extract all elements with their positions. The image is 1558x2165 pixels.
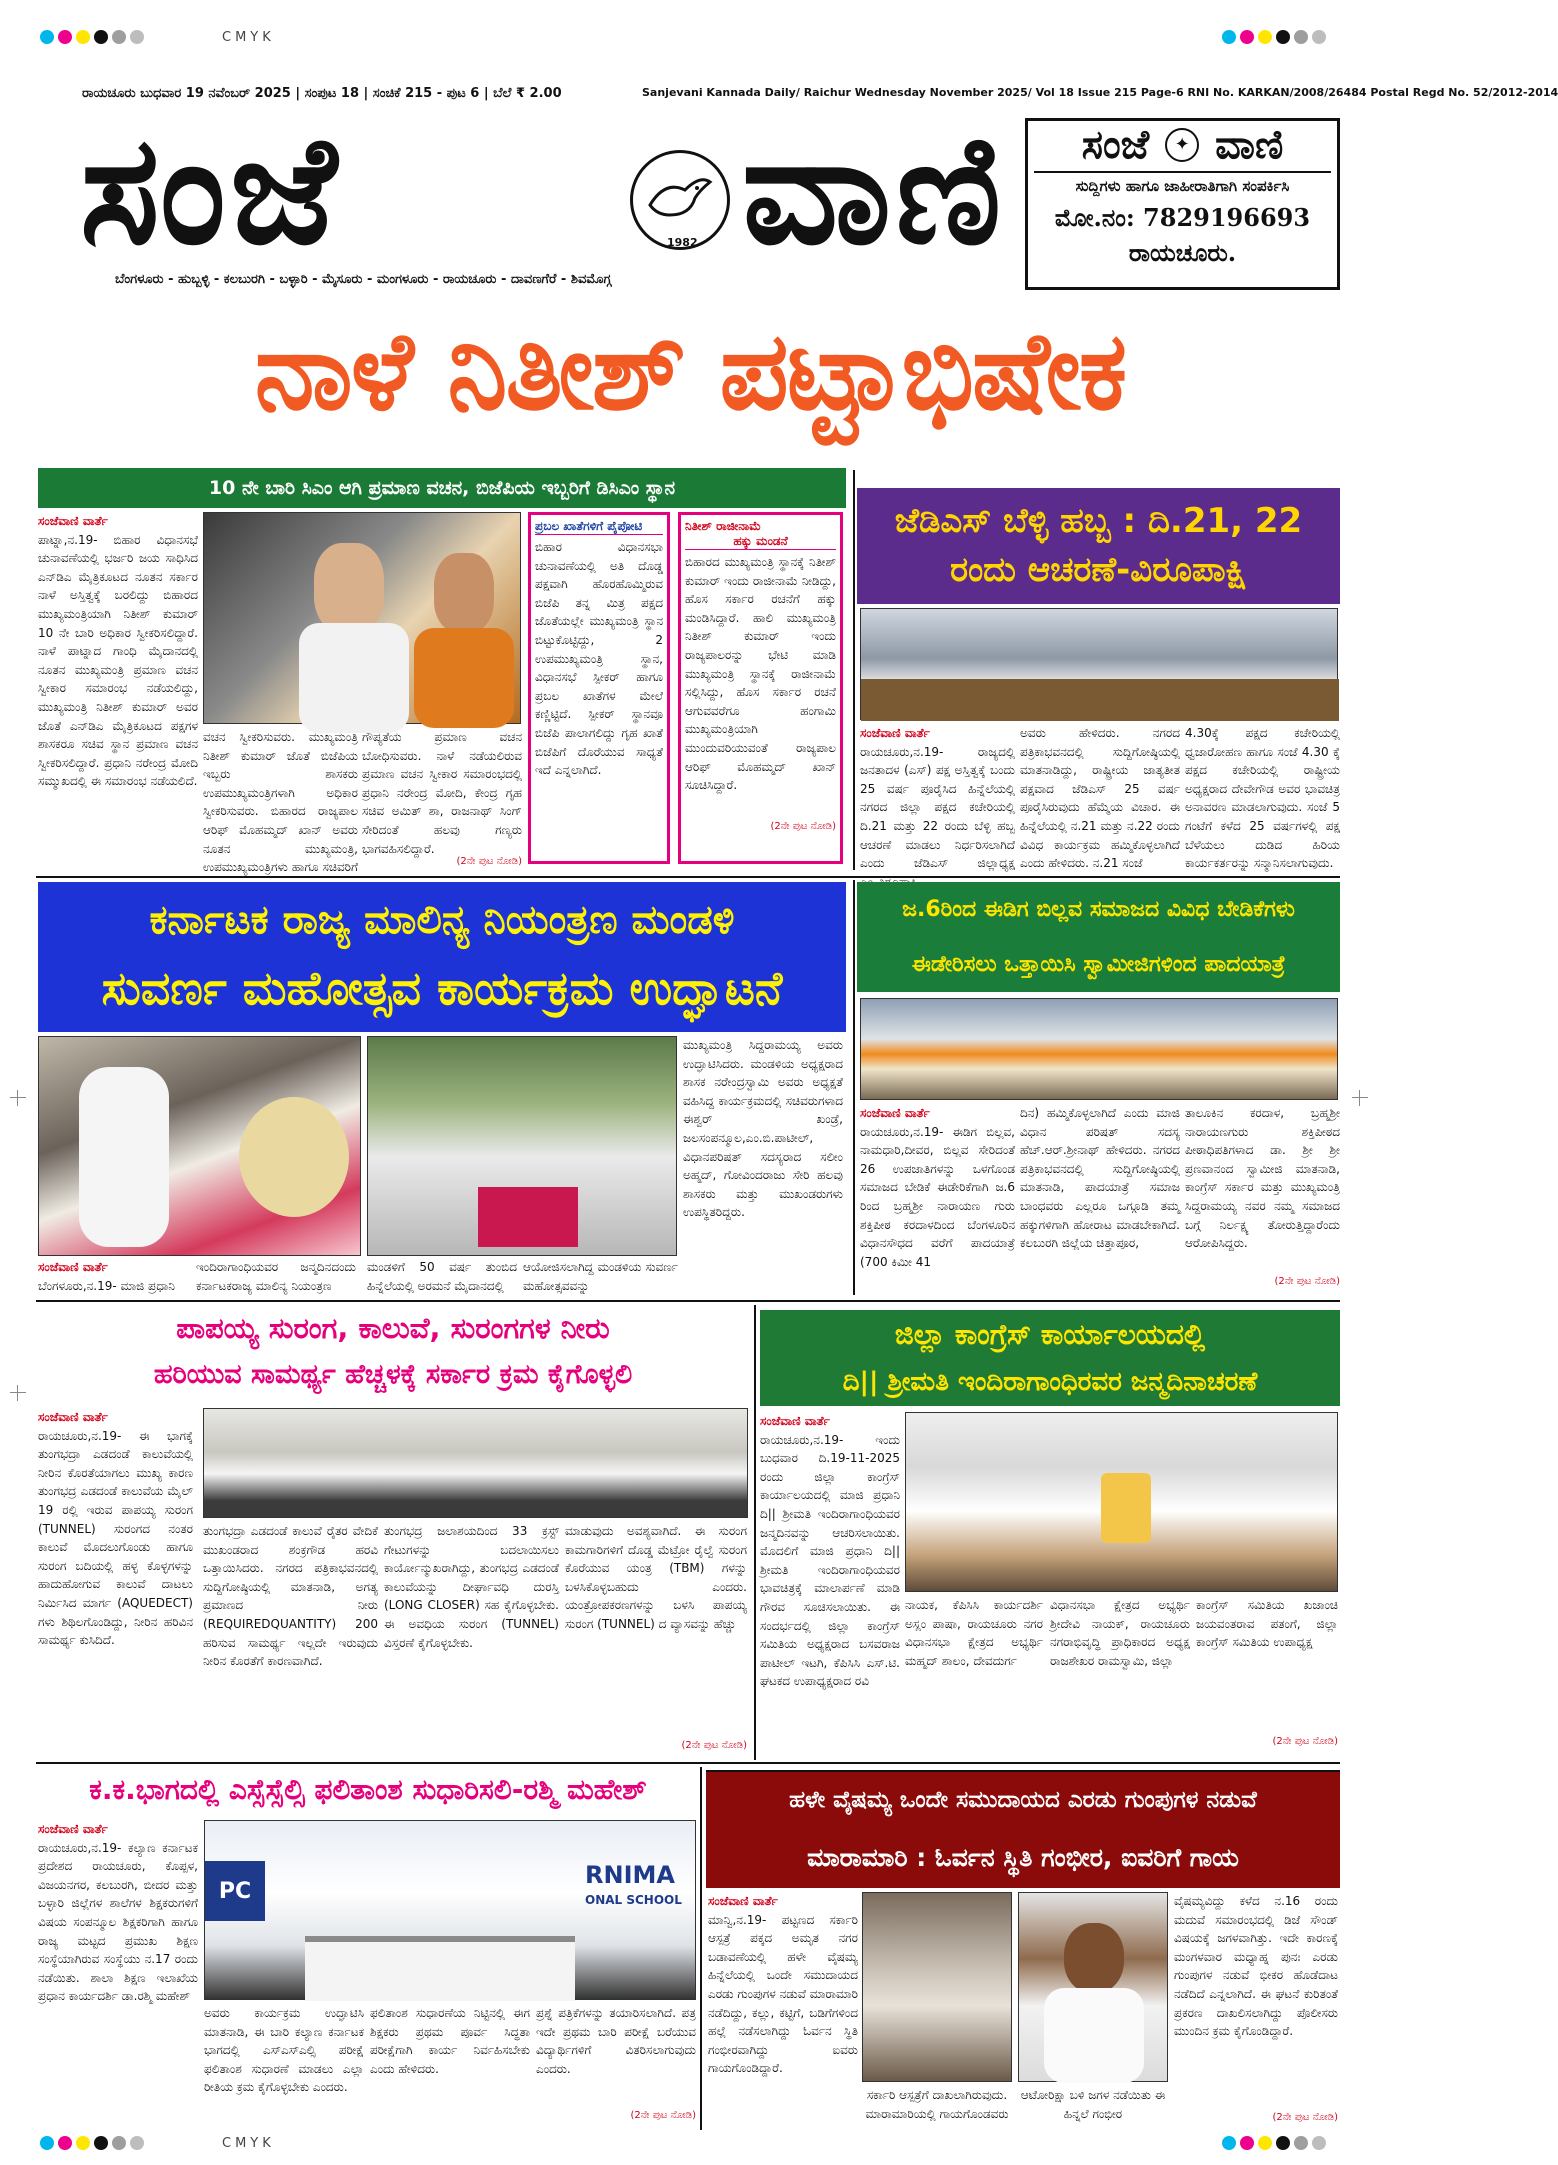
kspcb-headline-block xyxy=(38,882,846,1032)
padayatra-col3: ತಾಲೂಕಿನ ಕರದಾಳ, ಬ್ರಹ್ಮಶ್ರೀ ನಾರಾಯಣಗುರು ಶಕ್ತಿಪೀಠದ ಪೀಠಾಧಿಪತಿಗಳಾದ ಡಾ. ಶ್ರೀ ಶ್ರೀ ಪ್ರಣವಾನಂದ ಸ್ವಾಮೀಜಿ ಮಾತನಾಡಿ, ಕಾಂಗ್ರೆಸ್ ಸರ್ಕಾರ ಮತ್ತು ಮುಖ್ಯಮಂತ್ರಿ ಸಿದ್ದರಾಮಯ್ಯ ನವರ ನಮ್ಮ ಸಮಾಜದ ಬಗ್ಗೆ ನಿರ್ಲಕ್ಷ್ಯ ತೋರುತ್ತಿದ್ದಾರೆಂದು ಆರೋಪಿಸಿದ್ದರು. xyxy=(1185,1106,1340,1251)
sslc-banner-left: PC xyxy=(205,1861,265,1921)
box-resign-more[interactable]: (2ನೇ ಪುಟ ನೋಡಿ) xyxy=(770,821,836,832)
clash-caption-2: ಆಟೋರಿಕ್ಷಾ ಬಳಿ ಜಗಳ ನಡೆಯಿತು ಈ ಹಿನ್ನಲೆ ಗಂಭೀರ xyxy=(1020,2088,1166,2121)
clash-headline-block xyxy=(706,1772,1340,1888)
sslc-more[interactable]: (2ನೇ ಪುಟ ನೋಡಿ) xyxy=(630,2110,696,2121)
padayatra-headline-2: ಈಡೇರಿಸಲು ಒತ್ತಾಯಿಸಿ ಸ್ವಾಮೀಜಿಗಳಿಂದ ಪಾದಯಾತ್ರೆ xyxy=(911,952,1286,977)
column-divider xyxy=(853,470,855,870)
padayatra-photo xyxy=(860,998,1338,1100)
sslc-photo xyxy=(204,1820,696,2000)
kspcb-col2: ಇಂದಿರಾಗಾಂಧಿಯವರ ಜನ್ಮದಿನದಂದು ಕರ್ನಾಟಕರಾಜ್ಯ ಮಾಲಿನ್ಯ ನಿಯಂತ್ರಣ xyxy=(196,1260,356,1293)
padayatra-tag: ಸಂಜೆವಾಣಿ ವಾರ್ತೆ xyxy=(860,1106,930,1120)
tunga-col2: ತುಂಗಭದ್ರಾ ಎಡದಂಡೆ ಕಾಲುವೆ ರೈತರ ವೇದಿಕೆ ಮುಖಂಡರಾದ ಶಂಕ್ರಗೌಡ ಹರವಿ ಒತ್ತಾಯಿಸಿದರು. ನಗರದ ಪತ್ರಿಕಾಭವನದಲ್ಲಿ ಸುದ್ದಿಗೋಷ್ಠಿಯಲ್ಲಿ ಮಾತನಾಡಿ, ಅಗತ್ಯ ಪ್ರಮಾಣದ ನೀರು (REQUIREDQUANTITY) 200 ಹರಿಸುವ ಸಾಮರ್ಥ್ಯ ಇಲ್ಲದೇ ಇರುವುದು ನೀರಿನ ಕೊರತೆಗೆ ಕಾರಣವಾಗಿದೆ. xyxy=(203,1524,378,1669)
indira-headline-2: ದಿ|| ಶ್ರೀಮತಿ ಇಂದಿರಾಗಾಂಧಿರವರ ಜನ್ಮದಿನಾಚರಣೆ xyxy=(842,1367,1258,1398)
padayatra-more[interactable]: (2ನೇ ಪುಟ ನೋಡಿ) xyxy=(1274,1276,1340,1287)
section-divider xyxy=(36,1300,1340,1302)
indira-more[interactable]: (2ನೇ ಪುಟ ನೋಡಿ) xyxy=(1272,1736,1338,1747)
ad-city: ರಾಯಚೂರು. xyxy=(1128,238,1237,267)
clash-photo-1 xyxy=(862,1892,1012,2082)
tunga-text-1: ರಾಯಚೂರು,ನ.19- ಈ ಭಾಗಕ್ಕೆ ತುಂಗಭದ್ರಾ ಎಡದಂಡೆ ಕಾಲುವೆಯಲ್ಲಿ ನೀರಿನ ಕೊರತೆಯಾಗಲು ಮುಖ್ಯ ಕಾರಣ ತುಂಗಭದ್ರ ಎಡದಂಡೆ ಕಾಲುವೆಯ ಮೈಲ್ 19 ರಲ್ಲಿ ಇರುವ ಪಾಪಯ್ಯ ಸುರಂಗ (TUNNEL) ಸುರಂಗದ ನಂತರ ಕಾಲುವೆ ಮೊದಲುಗೊಂಡು ಹಾಗೂ ಸುರಂಗ ಬದಿಯಲ್ಲಿ ಹಳ್ಳ ಕೊಳ್ಳಗಳನ್ನು ಹಾದುಹೋಗುವ ಕಾಲುವೆ ದಾಟಲು ನಿರ್ಮಿಸಿದ ಮಾರ್ಗ (AQUEDECT) ಗಳು ಶಿಥಿಲಗೊಂಡಿದ್ದು, ನೀರಿನ ಹರಿವಿನ ಸಾಮರ್ಥ್ಯ ಕುಸಿದಿದೆ. xyxy=(38,1428,193,1648)
registration-mark xyxy=(1352,1090,1368,1106)
sslc-col2: ಅವರು ಕಾರ್ಯಕ್ರಮ ಉದ್ಘಾಟಿಸಿ ಮಾತನಾಡಿ, ಈ ಬಾರಿ ಕಲ್ಯಾಣ ಕರ್ನಾಟಕ ಭಾಗದಲ್ಲಿ ಎಸ್ಎಸ್ಎಲ್ಸಿ ಪರೀಕ್ಷೆ ಫಲಿತಾಂಶ ಸುಧಾರಣೆ ಮಾಡಲು ಎಲ್ಲಾ ರೀತಿಯ ಕ್ರಮ ಕೈಗೊಳ್ಳಬೇಕು ಎಂದರು. xyxy=(204,2006,364,2095)
ad-phone: ಮೋ.ನಂ: 7829196693 xyxy=(1054,203,1311,232)
indira-text-1: ರಾಯಚೂರು,ನ.19- ಇಂದು ಬುಧವಾರ ದಿ.19-11-2025 ರಂದು ಜಿಲ್ಲಾ ಕಾಂಗ್ರೆಸ್ ಕಾರ್ಯಾಲಯದಲ್ಲಿ ಮಾಜಿ ಪ್ರಧಾನಿ ದಿ|| ಶ್ರೀಮತಿ ಇಂದಿರಾಗಾಂಧಿಯವರ ಜನ್ಮದಿನವನ್ನು ಆಚರಿಸಲಾಯಿತು. ಮೊದಲಿಗೆ ಮಾಜಿ ಪ್ರಧಾನಿ ದಿ|| ಶ್ರೀಮತಿ ಇಂದಿರಾಗಾಂಧಿಯವರ ಭಾವಚಿತ್ರಕ್ಕೆ ಮಾಲಾರ್ಪಣೆ ಮಾಡಿ ಗೌರವ ಸೂಚಿಸಲಾಯಿತು. ಈ ಸಂದರ್ಭದಲ್ಲಿ ಜಿಲ್ಲಾ ಕಾಂಗ್ರೆಸ್ ಸಮಿತಿಯ ಅಧ್ಯಕ್ಷರಾದ ಬಸವರಾಜ ಪಾಟೀಲ್ ಇಟಗಿ, ಕೆಪಿಸಿಸಿ ಎಸ್.ಟಿ. ಘಟಕದ ಉಪಾಧ್ಯಕ್ಷರಾದ ರವಿ xyxy=(760,1432,900,1689)
column-divider xyxy=(754,1305,756,1760)
kspcb-col4: ಆಯೋಜಿಸಲಾಗಿದ್ದ ಮಂಡಳಿಯ ಸುವರ್ಣ ಮಹೋತ್ಸವವನ್ನು xyxy=(523,1260,678,1293)
kspcb-col3: ಮಂಡಳಿಗೆ 50 ವರ್ಷ ತುಂಬಿದ ಹಿನ್ನೆಲೆಯಲ್ಲಿ ಅರಮನೆ ಮೈದಾನದಲ್ಲಿ xyxy=(367,1260,517,1293)
main-headline: ನಾಳೆ ನಿತೀಶ್ ಪಟ್ಟಾಭಿಷೇಕ xyxy=(254,309,1126,434)
jds-col2: ಅವರು ಹೇಳಿದರು. ನಗರದ ಪತ್ರಿಕಾಭವನದಲ್ಲಿ ಸುದ್ದಿಗೋಷ್ಠಿಯಲ್ಲಿ ಮಾತನಾಡಿದ್ದು, ರಾಷ್ಟ್ರೀಯ ಜಾತ್ಯತೀತ ಪಕ್ಷವಾದ ಜೆಡಿಎಸ್ 25 ವರ್ಷ ಪೂರೈಸಿರುವುದು ಹೆಮ್ಮೆಯ ವಿಚಾರ. ಈ ಹಿನ್ನೆಲೆಯಲ್ಲಿ ನ.21 ಮತ್ತು ನ.22 ರಂದು ವಿವಿಧ ಕಾರ್ಯಕ್ರಮ ಹಮ್ಮಿಕೊಳ್ಳಲಾಗಿದೆ ಎಂದು ಹೇಳಿದರು. ನ.21 ಸಂಜೆ xyxy=(1020,726,1180,871)
sslc-col4: ಪ್ರಶ್ನೆ ಪತ್ರಿಕೆಗಳನ್ನು ತಯಾರಿಸಲಾಗಿದೆ. ಪತ್ರ ಇದೇ ಪ್ರಥಮ ಬಾರಿ ಪರೀಕ್ಷೆ ಬರೆಯುವ ವಿದ್ಯಾರ್ಥಿಗಳಿಗೆ ವಿತರಿಸಲಾಗುವುದು ಎಂದರು. xyxy=(536,2006,696,2076)
indira-col1 xyxy=(760,1412,900,1757)
section-divider xyxy=(36,876,1340,878)
jds-headline: ಜೆಡಿಎಸ್ ಬೆಳ್ಳಿ ಹಬ್ಬ : ದಿ.21, 22 ರಂದು ಆಚರಣೆ-ವಿರೂಪಾಕ್ಷಿ xyxy=(857,488,1340,604)
color-registration-dots-bottom-right xyxy=(1222,2136,1326,2150)
clash-photo-2 xyxy=(1018,1892,1168,2082)
clash-col3: ವೈಷಮ್ಯವಿದ್ದು ಕಳೆದ ನ.16 ರಂದು ಮದುವೆ ಸಮಾರಂಭದಲ್ಲಿ ಡಿಜೆ ಸೌಂಡ್ ವಿಷಯಕ್ಕೆ ಜಗಳವಾಗಿತ್ತು. ಇದೇ ಕಾರಣಕ್ಕೆ ಮಂಗಳವಾರ ಮಧ್ಯಾಹ್ನ ಪುನಃ ಎರಡು ಗುಂಪುಗಳ ನಡುವೆ ಭೀಕರ ಹೊಡೆದಾಟ ನಡೆದಿದೆ ಎನ್ನಲಾಗಿದೆ. ಈ ಘಟನೆ ಕುರಿತಂತೆ ಪ್ರಕರಣ ದಾಖಲಿಸಲಾಗಿದ್ದು ಪೊಲೀಸರು ಮುಂದಿನ ಕ್ರಮ ಕೈಗೊಂಡಿದ್ದಾರೆ. xyxy=(1174,1894,1338,2039)
clash-headline-2: ಮಾರಾಮಾರಿ : ಓರ್ವನ ಸ್ಥಿತಿ ಗಂಭೀರ, ಐವರಿಗೆ ಗಾಯ xyxy=(807,1843,1239,1872)
column-divider xyxy=(853,880,855,1295)
box-nda-title: ಪ್ರಬಲ ಖಾತೆಗಳಿಗೆ ಪೈಪೋಟಿ xyxy=(535,519,663,535)
story1-text-1: ಪಾಟ್ನಾ,ನ.19- ಬಿಹಾರ ವಿಧಾನಸಭೆ ಚುನಾವಣೆಯಲ್ಲಿ ಭರ್ಜರಿ ಜಯ ಸಾಧಿಸಿದ ಎನ್‌ಡಿಎ ಮೈತ್ರಿಕೂಟದ ನೂತನ ಸರ್ಕಾರ ನಾಳೆ ಅಸ್ತಿತ್ವಕ್ಕೆ ಬರಲಿದ್ದು ಬಿಹಾರದ ಮುಖ್ಯಮಂತ್ರಿಯಾಗಿ ನಿತೀಶ್ ಕುಮಾರ್ 10 ನೇ ಬಾರಿ ಅಧಿಕಾರ ಸ್ವೀಕರಿಸಲಿದ್ದಾರೆ. ನಾಳೆ ಪಾಟ್ನಾದ ಗಾಂಧಿ ಮೈದಾನದಲ್ಲಿ ನೂತನ ಮುಖ್ಯಮಂತ್ರಿ ಪ್ರಮಾಣ ವಚನ ಸ್ವೀಕಾರ ಸಮಾರಂಭ ನಡೆಯಲಿದ್ದು, ಮುಖ್ಯಮಂತ್ರಿ ನಿತೀಶ್ ಕುಮಾರ್ ಅವರ ಜೊತೆ ಎನ್‌ಡಿಎ ಮೈತ್ರಿಕೂಟದ ಪಕ್ಷಗಳ ಶಾಸಕರೂ ಸಚಿವ ಸ್ಥಾನ ಪ್ರಮಾಣ ವಚನ ಸ್ವೀಕರಿಸಲಿದ್ದಾರೆ. ಪ್ರಧಾನಿ ನರೇಂದ್ರ ಮೋದಿ ಸಮ್ಮುಖದಲ್ಲಿ ಈ ಸಮಾರಂಭ ನಡೆಯಲಿದೆ. xyxy=(38,532,198,789)
kspcb-headline-2: ಸುವರ್ಣ ಮಹೋತ್ಸವ ಕಾರ್ಯಕ್ರಮ ಉದ್ಘಾಟನೆ xyxy=(101,961,783,1015)
box-resign xyxy=(678,512,843,864)
cmyk-label-top: CMYK xyxy=(222,30,275,45)
indira-photo xyxy=(905,1412,1338,1592)
jds-col1 xyxy=(860,724,1015,872)
sslc-col1 xyxy=(38,1820,198,2125)
kspcb-photo-1 xyxy=(38,1036,361,1256)
english-issue-info: Sanjevani Kannada Daily/ Raichur Wednesday November 2025/ Vol 18 Issue 215 Page-6 RNI No. KARKAN/2008/26484 Postal Regd No. 52/2012-2014 xyxy=(642,86,1558,99)
sslc-banner-text: RNIMA xyxy=(585,1861,675,1889)
ad-dove-icon: ✦ xyxy=(1165,128,1199,162)
story1-col1 xyxy=(38,512,198,872)
jds-photo xyxy=(860,608,1338,720)
ad-brand-left: ಸಂಜೆ xyxy=(1081,122,1150,168)
kspcb-headline-1: ಕರ್ನಾಟಕ ರಾಜ್ಯ ಮಾಲಿನ್ಯ ನಿಯಂತ್ರಣ ಮಂಡಳಿ xyxy=(149,897,735,943)
story1-tag: ಸಂಜೆವಾಣಿ ವಾರ್ತೆ xyxy=(38,514,108,528)
sslc-tag: ಸಂಜೆವಾಣಿ ವಾರ್ತೆ xyxy=(38,1822,108,1836)
ad-line: ಸುದ್ದಿಗಳು ಹಾಗೂ ಜಾಹೀರಾತಿಗಾಗಿ ಸಂಪರ್ಕಿಸಿ xyxy=(1034,171,1331,195)
sslc-col3: ಫಲಿತಾಂಶ ಸುಧಾರಣೆಯ ನಿಟ್ಟಿನಲ್ಲಿ ಈಗ ಶಿಕ್ಷಕರು ಪ್ರಥಮ ಪೂರ್ವ ಸಿದ್ಧತಾ ಪರೀಕ್ಷೆಗಾಗಿ ಕಾರ್ಯ ನಿರ್ವಹಿಸಬೇಕು ಎಂದು ಹೇಳಿದರು. xyxy=(370,2006,530,2076)
clash-col1 xyxy=(708,1892,858,2128)
clash-text-1: ಮಾನ್ವಿ,ನ.19- ಪಟ್ಟಣದ ಸರ್ಕಾರಿ ಆಸ್ಪತ್ರೆ ಪಕ್ಕದ ಅಮೃತ ನಗರ ಬಡಾವಣೆಯಲ್ಲಿ ಹಳೇ ವೈಷಮ್ಯ ಹಿನ್ನೆಲೆಯಲ್ಲಿ ಒಂದೇ ಸಮುದಾಯದ ಎರಡು ಗುಂಪುಗಳ ನಡುವೆ ಮಾರಾಮಾರಿ ನಡೆದಿದ್ದು, ಕಲ್ಲು, ಕಟ್ಟಿಗೆ, ಬಡಿಗೆಗಳಿಂದ ಹಲ್ಲೆ ನಡೆಸಲಾಗಿದ್ದು ಓರ್ವನ ಸ್ಥಿತಿ ಗಂಭೀರವಾಗಿದ್ದು ಐವರು ಗಾಯಗೊಂಡಿದ್ದಾರೆ. xyxy=(708,1912,858,2076)
box-nda-body: ಬಿಹಾರ ವಿಧಾನಸಭಾ ಚುನಾವಣೆಯಲ್ಲಿ ಅತಿ ದೊಡ್ಡ ಪಕ್ಷವಾಗಿ ಹೊರಹೊಮ್ಮಿರುವ ಬಿಜೆಪಿ ತನ್ನ ಮಿತ್ರ ಪಕ್ಷದ ಜೊತೆಯಲ್ಲೇ ಮುಖ್ಯಮಂತ್ರಿ ಸ್ಥಾನ ಬಿಟ್ಟುಕೊಟ್ಟಿದ್ದು, 2 ಉಪಮುಖ್ಯಮಂತ್ರಿ ಸ್ಥಾನ, ವಿಧಾನಸಭೆ ಸ್ಪೀಕರ್ ಹಾಗೂ ಪ್ರಬಲ ಖಾತೆಗಳ ಮೇಲೆ ಕಣ್ಣಿಟ್ಟಿದೆ. ಸ್ಪೀಕರ್ ಸ್ಥಾನವೂ ಬಿಜೆಪಿ ಪಾಲಾಗಲಿದ್ದು ಗೃಹ ಖಾತೆ ಬಿಜೆಪಿಗೆ ದೊರೆಯುವ ಸಾಧ್ಯತೆ ಇದೆ ಎನ್ನಲಾಗಿದೆ. xyxy=(535,540,663,778)
tunga-col1 xyxy=(38,1408,193,1756)
dove-logo-icon xyxy=(630,150,730,250)
jds-col3: 4.30ಕ್ಕೆ ಪಕ್ಷದ ಕಚೇರಿಯಲ್ಲಿ ಧ್ವಜಾರೋಹಣ ಹಾಗೂ ಸಂಜೆ 4.30 ಕ್ಕೆ ಪಕ್ಷದ ಕಚೇರಿಯಲ್ಲಿ ರಾಷ್ಟ್ರೀಯ ಅಧ್ಯಕ್ಷರಾದ ದೇವೇಗೌಡ ಅವರ ಭಾವಚಿತ್ರ ಅನಾವರಣ ಮಾಡಲಾಗುವುದು. ಸಂಜೆ 5 ಗಂಟೆಗೆ ಕಳೆದ 25 ವರ್ಷಗಳಲ್ಲಿ ಪಕ್ಷ ಬೆಳೆಯಲು ದುಡಿದ ಹಿರಿಯ ಕಾರ್ಯಕರ್ತರನ್ನು ಸನ್ಮಾನಿಸಲಾಗುವುದು. xyxy=(1185,726,1340,871)
sslc-banner-sub: ONAL SCHOOL xyxy=(585,1893,682,1907)
indira-headline-1: ಜಿಲ್ಲಾ ಕಾಂಗ್ರೆಸ್ ಕಾರ್ಯಾಲಯದಲ್ಲಿ xyxy=(894,1317,1206,1351)
editions-list: ಬೆಂಗಳೂರು - ಹುಬ್ಬಳ್ಳಿ - ಕಲಬುರಗಿ - ಬಳ್ಳಾರಿ - ಮೈಸೂರು - ಮಂಗಳೂರು - ರಾಯಚೂರು - ದಾವಣಗೆರೆ - ಶಿವಮೊಗ್ಗ xyxy=(115,272,612,287)
kspcb-text-1: ಬೆಂಗಳೂರು,ನ.19- ಮಾಜಿ ಪ್ರಧಾನಿ xyxy=(38,1278,175,1293)
tunga-tag: ಸಂಜೆವಾಣಿ ವಾರ್ತೆ xyxy=(38,1410,108,1424)
kspcb-photo-2 xyxy=(367,1036,677,1256)
contact-ad-box xyxy=(1025,118,1340,290)
kspcb-col-right: ಮುಖ್ಯಮಂತ್ರಿ ಸಿದ್ದರಾಮಯ್ಯ ಅವರು ಉದ್ಘಾಟಿಸಿದರು. ಮಂಡಳಿಯ ಅಧ್ಯಕ್ಷರಾದ ಶಾಸಕ ನರೇಂದ್ರಸ್ವಾಮಿ ಅವರು ಅಧ್ಯಕ್ಷತೆ ವಹಿಸಿದ್ದ ಕಾರ್ಯಕ್ರಮದಲ್ಲಿ ಸಚಿವರುಗಳಾದ ಈಶ್ವರ್ ಖಂಡ್ರೆ, ಜಲಸಂಪನ್ಮೂಲ,ಎಂ.ಬಿ.ಪಾಟೀಲ್, ವಿಧಾನಪರಿಷತ್ ಸದಸ್ಯರಾದ ಸಲೀಂ ಅಹ್ಮದ್, ಗೋವಿಂದರಾಜು ಸೇರಿ ಹಲವು ಶಾಸಕರು ಮತ್ತು ಮುಖಂಡರುಗಳು ಉಪಸ್ಥಿತರಿದ್ದರು. xyxy=(683,1038,843,1220)
section-divider xyxy=(36,1762,1340,1764)
kspcb-tag: ಸಂಜೆವಾಣಿ ವಾರ್ತೆ xyxy=(38,1260,108,1274)
sslc-headline: ಕ.ಕ.ಭಾಗದಲ್ಲಿ ಎಸ್ಸೆಸ್ಸೆಲ್ಸಿ ಫಲಿತಾಂಶ ಸುಧಾರಿಸಲಿ-ರಶ್ಮಿ ಮಹೇಶ್ xyxy=(89,1773,647,1806)
padayatra-headline-1: ಜ.6ರಿಂದ ಈಡಿಗ ಬಿಲ್ಲವ ಸಮಾಜದ ವಿವಿಧ ಬೇಡಿಕೆಗಳು xyxy=(902,897,1295,922)
indira-col4: ಕಾಂಗ್ರೆಸ್ ಸಮಿತಿಯ ಖಜಾಂಚಿ ಜಯವಂತರಾವ ಪತಂಗೆ, ಜಿಲ್ಲಾ ಕಾಂಗ್ರೆಸ್ ಸಮಿತಿಯ ಉಪಾಧ್ಯಕ್ಷ xyxy=(1196,1598,1338,1650)
color-registration-dots-top-left xyxy=(40,30,144,44)
box-resign-body: ಬಿಹಾರದ ಮುಖ್ಯಮಂತ್ರಿ ಸ್ಥಾನಕ್ಕೆ ನಿತೀಶ್ ಕುಮಾರ್ ಇಂದು ರಾಜೀನಾಮೆ ನೀಡಿದ್ದು, ಹೊಸ ಸರ್ಕಾರ ರಚನೆಗೆ ಹಕ್ಕು ಮಂಡಿಸಿದ್ದಾರೆ. ಹಾಲಿ ಮುಖ್ಯಮಂತ್ರಿ ನಿತೀಶ್ ಕುಮಾರ್ ಇಂದು ರಾಜ್ಯಪಾಲರನ್ನು ಭೇಟಿ ಮಾಡಿ ಮುಖ್ಯಮಂತ್ರಿ ಸ್ಥಾನಕ್ಕೆ ರಾಜೀನಾಮೆ ಸಲ್ಲಿಸಿದ್ದು, ಹೊಸ ಸರ್ಕಾರ ರಚನೆ ಆಗುವವರೆಗೂ ಹಂಗಾಮಿ ಮುಖ್ಯಮಂತ್ರಿಯಾಗಿ ಮುಂದುವರಿಯುವಂತೆ ರಾಜ್ಯಪಾಲ ಆರಿಫ್ ಮೊಹಮ್ಮದ್ ಖಾನ್ ಸೂಚಿಸಿದ್ದಾರೆ. xyxy=(685,555,836,793)
sslc-text-1: ರಾಯಚೂರು,ನ.19- ಕಲ್ಯಾಣ ಕರ್ನಾಟಕ ಪ್ರದೇಶದ ರಾಯಚೂರು, ಕೊಪ್ಪಳ, ವಿಜಯನಗರ, ಕಲಬುರಗಿ, ಬೀದರ ಮತ್ತು ಬಳ್ಳಾರಿ ಜಿಲ್ಲೆಗಳ ಶಾಲೆಗಳ ಶಿಕ್ಷಕರುಗಳಿಗೆ ವಿಷಯ ಸಂಪನ್ಮೂಲ ಶಿಕ್ಷಕರಿಗಾಗಿ ಹಾಗೂ ರಾಜ್ಯ ಮಟ್ಟದ ಪ್ರಮುಖ ಶಿಕ್ಷಣ ಸಂಸ್ಥೆಯಾಗಿರುವ ಸಂಸ್ಥೆಯು ನ.17 ರಂದು ನಡೆಯಿತು. ಶಾಲಾ ಶಿಕ್ಷಣ ಇಲಾಖೆಯ ಪ್ರಧಾನ ಕಾರ್ಯದರ್ಶಿ ಡಾ.ರಶ್ಮಿ ಮಹೇಶ್ xyxy=(38,1840,198,2004)
clash-tag: ಸಂಜೆವಾಣಿ ವಾರ್ತೆ xyxy=(708,1894,778,1908)
tunga-col4: ಮಾಡುವುದು ಅವಶ್ಯವಾಗಿದೆ. ಈ ಸುರಂಗ ಕಾಮಗಾರಿಗಳಿಗೆ ದೊಡ್ಡ ಮೆಟ್ರೋ ರೈಲ್ವೆ ಸುರಂಗ ಕೊರೆಯುವ ಯಂತ್ರ (TBM) ಗಳನ್ನು ಬಳಸಿಕೊಳ್ಳಬಹುದು ಎಂದರು. ಯಂತ್ರೋಪಕರಣಗಳನ್ನು ಬಳಸಿ ಪಾಪಯ್ಯ ಸುರಂಗ (TUNNEL) ದ ವ್ಯಾಸವನ್ನು ಹೆಚ್ಚು xyxy=(565,1524,747,1631)
padayatra-col2: ದಿನ) ಹಮ್ಮಿಕೊಳ್ಳಲಾಗಿದೆ ಎಂದು ಮಾಜಿ ವಿಧಾನ ಪರಿಷತ್ ಸದಸ್ಯ ಹೆಚ್.ಆರ್.ಶ್ರೀನಾಥ್ ಹೇಳಿದರು. ನಗರದ ಪತ್ರಿಕಾಭವನದಲ್ಲಿ ಸುದ್ದಿಗೋಷ್ಠಿಯಲ್ಲಿ ಮಾತನಾಡಿ, ಪಾದಯಾತ್ರೆ ಸಮಾಜ ಬಾಂಧವರು ಎಲ್ಲರೂ ಒಗ್ಗೂಡಿ ತಮ್ಮ ಹಕ್ಕುಗಳಿಗಾಗಿ ಹೋರಾಟ ಮಾಡಬೇಕಾಗಿದೆ. ಕಲಬುರಗಿ ಜಿಲ್ಲೆಯ ಚಿತ್ತಾಪೂರ, xyxy=(1020,1106,1180,1251)
indira-tag: ಸಂಜೆವಾಣಿ ವಾರ್ತೆ xyxy=(760,1414,830,1428)
founding-year: 1982 xyxy=(667,236,698,249)
padayatra-col1 xyxy=(860,1104,1015,1294)
indira-headline-block xyxy=(760,1310,1340,1406)
indira-col2: ನಾಯಕ, ಕೆಪಿಸಿಸಿ ಕಾರ್ಯದರ್ಶಿ ಅಸ್ಲಂ ಪಾಷಾ, ರಾಯಚೂರು ನಗರ ವಿಧಾನಸಭಾ ಕ್ಷೇತ್ರದ ಅಭ್ಯರ್ಥಿ ಮಹ್ಮದ್ ಶಾಲಂ, ದೇವದುರ್ಗ xyxy=(905,1598,1043,1668)
masthead-left: ಸಂಜೆ xyxy=(80,102,341,278)
story1-photo xyxy=(203,512,521,724)
box-resign-subtitle: ಹಕ್ಕು ಮಂಡನೆ xyxy=(685,534,836,550)
masthead-right: ವಾಣಿ xyxy=(742,102,1006,278)
ad-brand-right: ವಾಣಿ xyxy=(1215,122,1284,168)
story1-strap: 10 ನೇ ಬಾರಿ ಸಿಎಂ ಆಗಿ ಪ್ರಮಾಣ ವಚನ, ಬಿಜೆಪಿಯ ಇಬ್ಬರಿಗೆ ಡಿಸಿಎಂ ಸ್ಥಾನ xyxy=(38,468,846,508)
padayatra-headline-block xyxy=(857,882,1340,992)
dateline: ರಾಯಚೂರು ಬುಧವಾರ 19 ನವೆಂಬರ್ 2025 | ಸಂಪುಟ 18 | ಸಂಚಿಕೆ 215 - ಪುಟ 6 | ಬೆಲೆ ₹ 2.00 xyxy=(82,86,562,101)
tunga-photo xyxy=(203,1408,748,1518)
tunga-headline-2: ಹರಿಯುವ ಸಾಮರ್ಥ್ಯ ಹೆಚ್ಚಳಕ್ಕೆ ಸರ್ಕಾರ ಕ್ರಮ ಕೈಗೊಳ್ಳಲಿ xyxy=(153,1359,633,1390)
clash-caption-1: ಸರ್ಕಾರಿ ಆಸ್ಪತ್ರೆಗೆ ದಾಖಲಾಗಿರುವುದು. ಮಾರಾಮಾರಿಯಲ್ಲಿ ಗಾಯಗೊಂಡವರು xyxy=(865,2088,1009,2121)
box-resign-title: ನಿತೀಶ್ ರಾಜೀನಾಮೆ xyxy=(685,519,762,533)
jds-tag: ಸಂಜೆವಾಣಿ ವಾರ್ತೆ xyxy=(860,726,930,740)
story1-col2: ವಚನ ಸ್ವೀಕರಿಸುವರು. ಮುಖ್ಯಮಂತ್ರಿ ನಿತೀಶ್ ಕುಮಾರ್ ಜೊತೆ ಬಿಜೆಪಿಯ ಇಬ್ಬರು ಶಾಸಕರು ಉಪಮುಖ್ಯಮಂತ್ರಿಗಳಾಗಿ ಅಧಿಕಾರ ಸ್ವೀಕರಿಸುವರು. ಬಿಹಾರದ ರಾಜ್ಯಪಾಲ ಆರಿಫ್ ಮೊಹಮ್ಮದ್ ಖಾನ್ ಅವರು ನೂತನ ಮುಖ್ಯಮಂತ್ರಿ, ಉಪಮುಖ್ಯಮಂತ್ರಿಗಳು ಹಾಗೂ ಸಚಿವರಿಗೆ xyxy=(203,730,358,875)
cmyk-label-bottom: CMYK xyxy=(222,2136,275,2151)
jds-text-1: ರಾಯಚೂರು,ನ.19- ರಾಜ್ಯದಲ್ಲಿ ಜನತಾದಳ (ಎಸ್) ಪಕ್ಷ ಅಸ್ತಿತ್ವಕ್ಕೆ ಬಂದು 25 ವರ್ಷ ಪೂರೈಸಿದ ಹಿನ್ನೆಲೆಯಲ್ಲಿ ನಗರದ ಜಿಲ್ಲಾ ಪಕ್ಷದ ಕಚೇರಿಯಲ್ಲಿ ದಿ.21 ಮತ್ತು 22 ರಂದು ಬೆಳ್ಳಿ ಹಬ್ಬ ಆಚರಣೆ ಮಾಡಲು ನಿರ್ಧರಿಸಲಾಗಿದೆ ಎಂದು ಜೆಡಿಎಸ್ ಜಿಲ್ಲಾಧ್ಯಕ್ಷ xyxy=(860,744,1015,871)
tunga-col3: ತುಂಗಭದ್ರ ಜಲಾಶಯದಿಂದ 33 ಕ್ರಸ್ಟ್ ಗೇಟುಗಳನ್ನು ಬದಲಾಯಿಸಲು ಕಾರ್ಯೋನ್ಮುಖರಾಗಿದ್ದು, ತುಂಗಭದ್ರ ಎಡದಂಡೆ ಕಾಲುವೆಯನ್ನು ದೀರ್ಘಾವಧಿ ದುರಸ್ತಿ (LONG CLOSER) ಸಹ ಕೈಗೊಳ್ಳಬೇಕು. ಈ ಅವಧಿಯ ಸುರಂಗ (TUNNEL) ವಿಸ್ತರಣೆ ಕೈಗೊಳ್ಳಬೇಕು. xyxy=(384,1524,559,1650)
registration-mark xyxy=(10,1385,26,1401)
story1-more[interactable]: (2ನೇ ಪುಟ ನೋಡಿ) xyxy=(456,856,522,867)
registration-mark xyxy=(10,1090,26,1106)
clash-headline-1: ಹಳೇ ವೈಷಮ್ಯ ಒಂದೇ ಸಮುದಾಯದ ಎರಡು ಗುಂಪುಗಳ ನಡುವೆ xyxy=(789,1787,1257,1813)
tunga-more[interactable]: (2ನೇ ಪುಟ ನೋಡಿ) xyxy=(681,1740,747,1751)
box-nda xyxy=(528,512,670,864)
indira-col3: ವಿಧಾನಸಭಾ ಕ್ಷೇತ್ರದ ಅಭ್ಯರ್ಥಿ ಶ್ರೀದೇವಿ ನಾಯಕ್, ರಾಯಚೂರು ನಗರಾಭಿವೃದ್ಧಿ ಪ್ರಾಧಿಕಾರದ ಅಧ್ಯಕ್ಷ ರಾಜಶೇಖರ ರಾಮಸ್ವಾಮಿ, ಜಿಲ್ಲಾ xyxy=(1050,1598,1190,1668)
color-registration-dots-top-right xyxy=(1222,30,1326,44)
kspcb-col1 xyxy=(38,1258,186,1292)
column-divider xyxy=(700,1767,702,2130)
story1-col3: ಗೌಪ್ಯತೆಯ ಪ್ರಮಾಣ ವಚನ ಬೋಧಿಸುವರು. ನಾಳೆ ನಡೆಯಲಿರುವ ಪ್ರಮಾಣ ವಚನ ಸ್ವೀಕಾರ ಸಮಾರಂಭದಲ್ಲಿ ಪ್ರಧಾನಿ ನರೇಂದ್ರ ಮೋದಿ, ಕೇಂದ್ರ ಗೃಹ ಸಚಿವ ಅಮಿತ್ ಶಾ, ರಾಜನಾಥ್ ಸಿಂಗ್ ಸೇರಿದಂತೆ ಹಲವು ಗಣ್ಯರು ಭಾಗವಹಿಸಲಿದ್ದಾರೆ. xyxy=(362,730,522,856)
clash-more[interactable]: (2ನೇ ಪುಟ ನೋಡಿ) xyxy=(1272,2112,1338,2123)
color-registration-dots-bottom-left xyxy=(40,2136,144,2150)
padayatra-text-1: ರಾಯಚೂರು,ನ.19- ಈಡಿಗ ಬಿಲ್ಲವ, ನಾಮಧಾರಿ,ದೀವರ, ಬಿಲ್ಲವ ಸೇರಿದಂತೆ 26 ಉಪಜಾತಿಗಳನ್ನು ಒಳಗೊಂಡ ಸಮಾಜದ ಬೇಡಿಕೆ ಈಡೇರಿಕೆಗಾಗಿ ಜ.6 ರಿಂದ ಬ್ರಹ್ಮಶ್ರೀ ನಾರಾಯಣ ಗುರು ಶಕ್ತಿಪೀಠ ಕರದಾಳದಿಂದ ಬೆಂಗಳೂರಿನ ವಿಧಾನಸೌಧದ ವರೆಗೆ ಪಾದಯಾತ್ರೆ (700 ಕಿಮೀ 41 xyxy=(860,1124,1015,1269)
tunga-headline-1: ಪಾಪಯ್ಯ ಸುರಂಗ, ಕಾಲುವೆ, ಸುರಂಗಗಳ ನೀರು xyxy=(176,1311,610,1345)
